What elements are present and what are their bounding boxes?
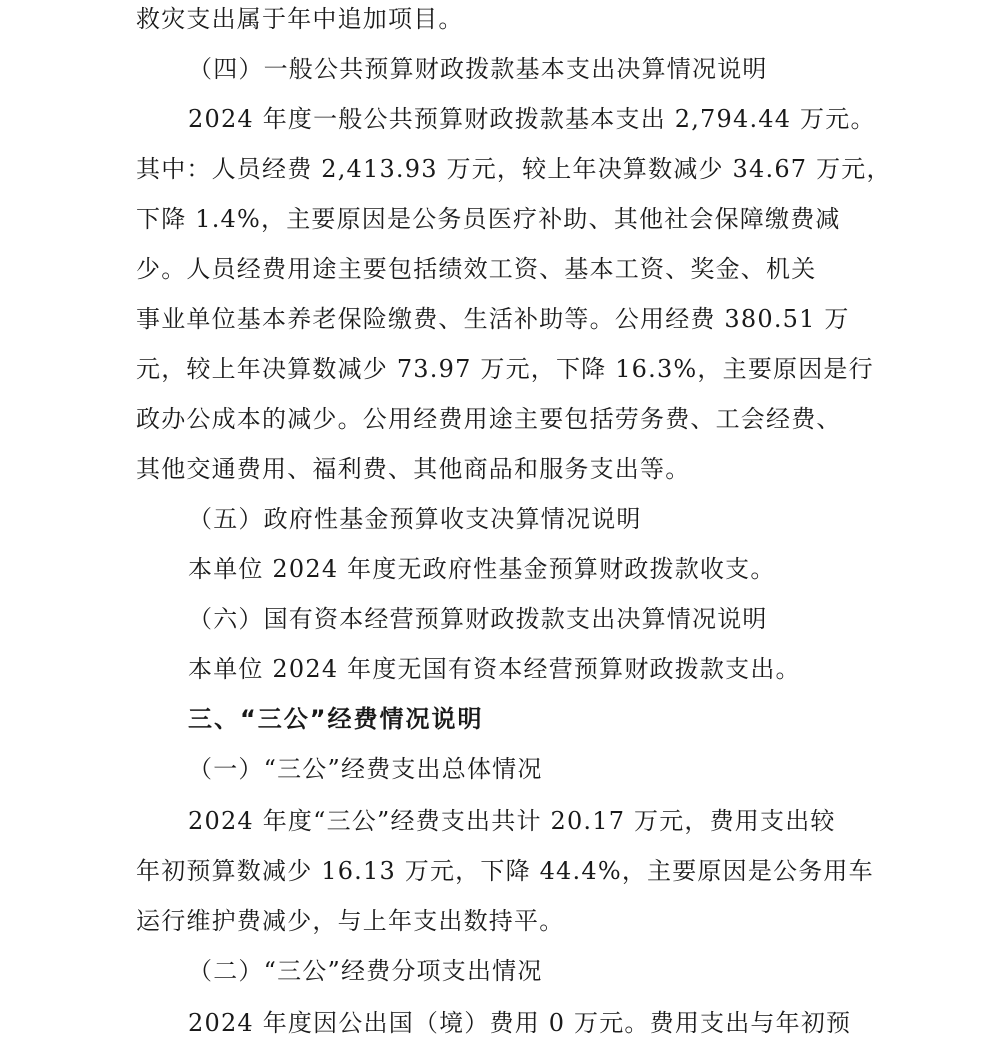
chapter-heading-three: 三、“三公”经费情况说明 [188, 705, 484, 733]
paragraph-line: 本单位 2024 年度无政府性基金预算财政拨款收支。 [188, 555, 776, 583]
paragraph-line: 本单位 2024 年度无国有资本经营预算财政拨款支出。 [188, 655, 801, 683]
paragraph-line: 运行维护费减少，与上年支出数持平。 [136, 907, 565, 935]
paragraph-line: 其中：人员经费 2,413.93 万元，较上年决算数减少 34.67 万元， [136, 155, 892, 183]
subsection-heading-two: （二）“三公”经费分项支出情况 [188, 957, 543, 985]
paragraph-line: 2024 年度“三公”经费支出共计 20.17 万元，费用支出较 [188, 807, 836, 835]
paragraph-line: 下降 1.4%，主要原因是公务员医疗补助、其他社会保障缴费减 [136, 205, 841, 233]
section-heading-four: （四）一般公共预算财政拨款基本支出决算情况说明 [188, 55, 768, 83]
section-heading-six: （六）国有资本经营预算财政拨款支出决算情况说明 [188, 605, 768, 633]
paragraph-line: 救灾支出属于年中追加项目。 [136, 5, 464, 33]
paragraph-line: 元，较上年决算数减少 73.97 万元，下降 16.3%，主要原因是行 [136, 355, 874, 383]
paragraph-line: 2024 年度一般公共预算财政拨款基本支出 2,794.44 万元。 [188, 105, 876, 133]
paragraph-line: 事业单位基本养老保险缴费、生活补助等。公用经费 380.51 万 [136, 305, 850, 333]
section-heading-five: （五）政府性基金预算收支决算情况说明 [188, 505, 642, 533]
paragraph-line: 政办公成本的减少。公用经费用途主要包括劳务费、工会经费、 [136, 405, 842, 433]
paragraph-line: 年初预算数减少 16.13 万元，下降 44.4%，主要原因是公务用车 [136, 857, 874, 885]
paragraph-line: 其他交通费用、福利费、其他商品和服务支出等。 [136, 455, 691, 483]
paragraph-line: 少。人员经费用途主要包括绩效工资、基本工资、奖金、机关 [136, 255, 817, 283]
subsection-heading-one: （一）“三公”经费支出总体情况 [188, 755, 543, 783]
paragraph-line: 2024 年度因公出国（境）费用 0 万元。费用支出与年初预 [188, 1009, 852, 1037]
